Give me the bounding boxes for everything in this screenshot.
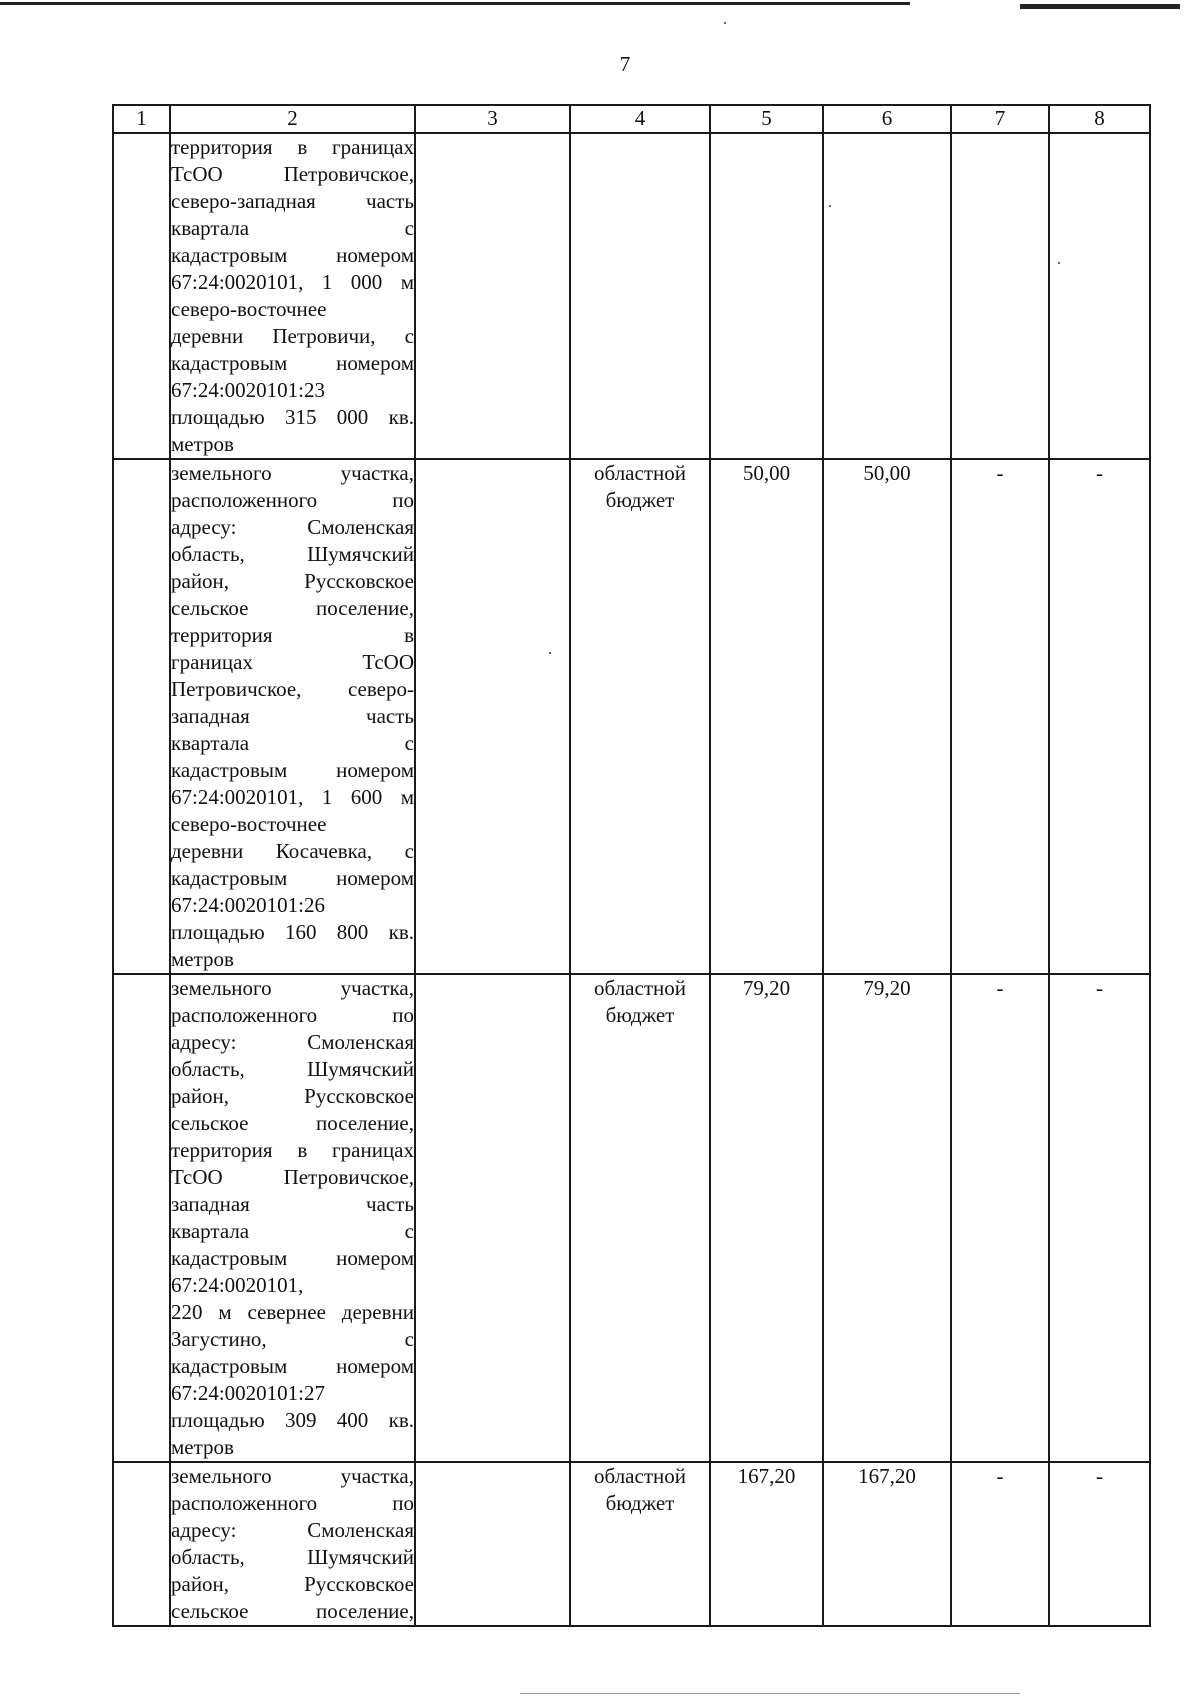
funding-source-cell: областной бюджет — [570, 1462, 710, 1626]
col3-cell — [415, 974, 570, 1462]
description-line: расположенного по — [171, 488, 414, 512]
amount-cell — [710, 133, 823, 459]
col7-cell: - — [951, 459, 1049, 974]
col8-cell: - — [1049, 459, 1150, 974]
col8-cell: - — [1049, 974, 1150, 1462]
description-line: кадастровым номером — [171, 866, 414, 890]
description-line: адресу: Смоленская — [171, 1518, 414, 1542]
description-line: кадастровым номером — [171, 1246, 414, 1270]
description-line: 67:24:0020101, 1 000 м — [171, 270, 414, 294]
description-line: сельское поселение, — [171, 1599, 414, 1623]
row-number-cell — [113, 133, 170, 459]
description-line: северо-восточнее — [171, 297, 327, 321]
funding-source-cell: областной бюджет — [570, 974, 710, 1462]
col8-cell — [1049, 133, 1150, 459]
description-line: 67:24:0020101, — [171, 1273, 304, 1297]
column-header: 7 — [951, 105, 1049, 133]
description-line: 67:24:0020101, 1 600 м — [171, 785, 414, 809]
scan-edge-line-bottom — [520, 1693, 1020, 1694]
description-line: район, Русскoвское — [171, 569, 414, 593]
description-line: деревни Петровичи, с — [171, 324, 414, 348]
scan-speck — [724, 22, 726, 24]
row-number-cell — [113, 1462, 170, 1626]
description-cell — [170, 1462, 415, 1626]
amount-cell: 50,00 — [823, 459, 951, 974]
description-line: кадастровым номером — [171, 1354, 414, 1378]
scan-edge-line-right — [1020, 4, 1180, 9]
budget-table — [112, 104, 1151, 1627]
description-line: метров — [171, 1435, 234, 1459]
description-line: квартала с — [171, 216, 414, 240]
description-line: 67:24:0020101:23 — [171, 378, 326, 402]
column-header: 8 — [1049, 105, 1150, 133]
col3-cell — [415, 459, 570, 974]
col8-cell: - — [1049, 1462, 1150, 1626]
description-line: район, Русскoвское — [171, 1084, 414, 1108]
description-line: земельного участка, — [171, 976, 414, 1000]
description-line: область, Шумячский — [171, 542, 414, 566]
description-line: площадью 315 000 кв. — [171, 405, 414, 429]
description-line: сельское поселение, — [171, 596, 414, 620]
description-line: северо-восточнее — [171, 812, 327, 836]
description-line: квартала с — [171, 731, 414, 755]
table-row — [113, 974, 1150, 1462]
description-line: кадастровым номером — [171, 351, 414, 375]
description-line: кадастровым номером — [171, 758, 414, 782]
description-cell — [170, 459, 415, 974]
scan-edge-line — [0, 2, 910, 5]
description-line: западная часть — [171, 1192, 414, 1216]
description-line: территория в — [171, 623, 414, 647]
description-line: квартала с — [171, 1219, 414, 1243]
description-line: северо-западная часть — [171, 189, 414, 213]
col3-cell — [415, 1462, 570, 1626]
row-number-cell — [113, 974, 170, 1462]
description-cell — [170, 133, 415, 459]
column-number-row — [113, 105, 1150, 133]
description-line: сельское поселение, — [171, 1111, 414, 1135]
description-line: земельного участка, — [171, 461, 414, 485]
description-line: Загустино, с — [171, 1327, 414, 1351]
column-header: 4 — [570, 105, 710, 133]
column-header: 5 — [710, 105, 823, 133]
description-line: район, Русскoвское — [171, 1572, 414, 1596]
description-line: метров — [171, 947, 234, 971]
col7-cell: - — [951, 1462, 1049, 1626]
description-line: 220 м севернее деревни — [171, 1300, 414, 1324]
description-line: расположенного по — [171, 1491, 414, 1515]
page-number: 7 — [619, 52, 631, 76]
amount-cell: 167,20 — [823, 1462, 951, 1626]
description-line: 67:24:0020101:27 — [171, 1381, 326, 1405]
amount-cell: 167,20 — [710, 1462, 823, 1626]
description-line: площадью 160 800 кв. — [171, 920, 414, 944]
column-header: 6 — [823, 105, 951, 133]
description-line: область, Шумячский — [171, 1545, 414, 1569]
description-line: область, Шумячский — [171, 1057, 414, 1081]
description-line: Петровичское, северо- — [171, 677, 414, 701]
description-line: ТсОО Петровичское, — [171, 162, 414, 186]
column-header: 3 — [415, 105, 570, 133]
description-line: расположенного по — [171, 1003, 414, 1027]
description-line: ТсОО Петровичское, — [171, 1165, 414, 1189]
column-header: 2 — [170, 105, 415, 133]
table-row — [113, 133, 1150, 459]
description-line: границах ТсОО — [171, 650, 414, 674]
table-row — [113, 1462, 1150, 1626]
col7-cell — [951, 133, 1049, 459]
description-line: кадастровым номером — [171, 243, 414, 267]
description-line: земельного участка, — [171, 1464, 414, 1488]
description-line: 67:24:0020101:26 — [171, 893, 326, 917]
table-row — [113, 459, 1150, 974]
description-line: западная часть — [171, 704, 414, 728]
col7-cell: - — [951, 974, 1049, 1462]
amount-cell: 79,20 — [710, 974, 823, 1462]
amount-cell: 50,00 — [710, 459, 823, 974]
funding-source-cell — [570, 133, 710, 459]
amount-cell — [823, 133, 951, 459]
description-cell — [170, 974, 415, 1462]
description-line: адресу: Смоленская — [171, 1030, 414, 1054]
col3-cell — [415, 133, 570, 459]
description-line: площадью 309 400 кв. — [171, 1408, 414, 1432]
description-line: адресу: Смоленская — [171, 515, 414, 539]
amount-cell: 79,20 — [823, 974, 951, 1462]
row-number-cell — [113, 459, 170, 974]
description-line: метров — [171, 432, 234, 456]
description-line: деревни Косачевка, с — [171, 839, 414, 863]
description-line: территория в границах — [171, 135, 414, 159]
funding-source-cell: областной бюджет — [570, 459, 710, 974]
column-header: 1 — [113, 105, 170, 133]
description-line: территория в границах — [171, 1138, 414, 1162]
